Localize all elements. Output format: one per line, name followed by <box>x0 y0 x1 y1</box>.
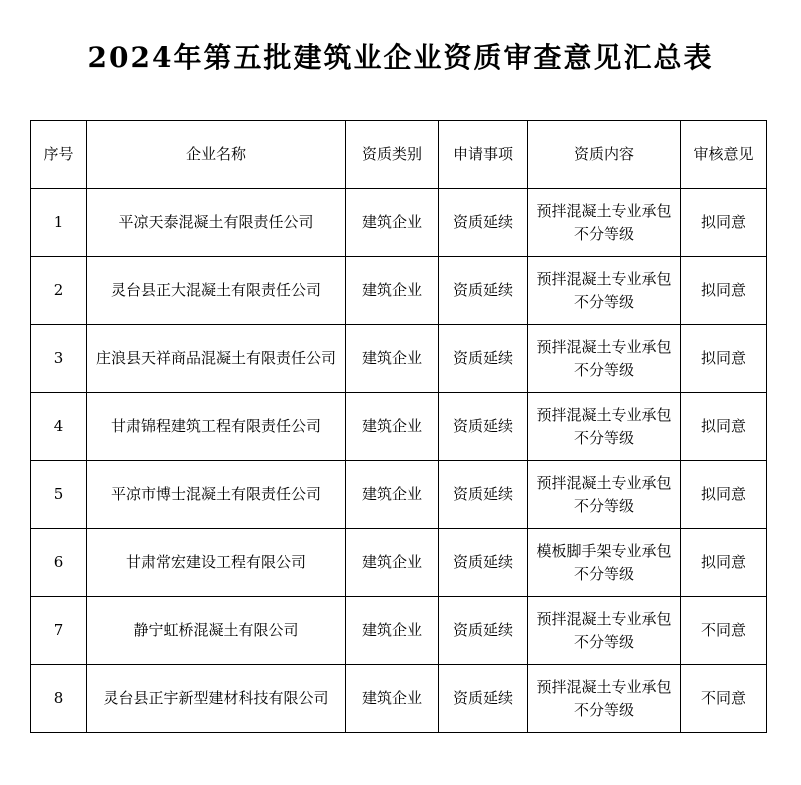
cell-serial-number: 2 <box>31 257 87 325</box>
table-header-row <box>31 121 767 189</box>
cell-serial-number: 7 <box>31 597 87 665</box>
cell-review-opinion: 拟同意 <box>681 461 767 529</box>
table-row <box>31 665 767 733</box>
cell-qualification-content: 预拌混凝土专业承包不分等级 <box>528 325 681 393</box>
table-row <box>31 393 767 461</box>
cell-serial-number: 3 <box>31 325 87 393</box>
cell-qualification-content: 预拌混凝土专业承包不分等级 <box>528 665 681 733</box>
cell-review-opinion: 拟同意 <box>681 257 767 325</box>
header-serial-number: 序号 <box>31 121 87 189</box>
cell-qualification-content: 预拌混凝土专业承包不分等级 <box>528 597 681 665</box>
cell-qualification-category: 建筑企业 <box>346 257 439 325</box>
cell-qualification-category: 建筑企业 <box>346 597 439 665</box>
header-qualification-content: 资质内容 <box>528 121 681 189</box>
cell-company-name: 庄浪县天祥商品混凝土有限责任公司 <box>87 325 346 393</box>
cell-qualification-content: 预拌混凝土专业承包不分等级 <box>528 189 681 257</box>
header-application-item: 申请事项 <box>439 121 528 189</box>
cell-review-opinion: 拟同意 <box>681 529 767 597</box>
cell-review-opinion: 拟同意 <box>681 189 767 257</box>
cell-application-item: 资质延续 <box>439 325 528 393</box>
cell-company-name: 甘肃锦程建筑工程有限责任公司 <box>87 393 346 461</box>
cell-company-name: 甘肃常宏建设工程有限公司 <box>87 529 346 597</box>
cell-review-opinion: 拟同意 <box>681 325 767 393</box>
cell-review-opinion: 拟同意 <box>681 393 767 461</box>
cell-company-name: 平凉天泰混凝土有限责任公司 <box>87 189 346 257</box>
table-row <box>31 461 767 529</box>
cell-qualification-content: 模板脚手架专业承包不分等级 <box>528 529 681 597</box>
table-row <box>31 529 767 597</box>
cell-application-item: 资质延续 <box>439 461 528 529</box>
table-row <box>31 597 767 665</box>
cell-qualification-category: 建筑企业 <box>346 529 439 597</box>
cell-company-name: 灵台县正大混凝土有限责任公司 <box>87 257 346 325</box>
summary-table <box>30 120 767 733</box>
cell-application-item: 资质延续 <box>439 189 528 257</box>
cell-qualification-category: 建筑企业 <box>346 325 439 393</box>
cell-qualification-content: 预拌混凝土专业承包不分等级 <box>528 393 681 461</box>
cell-review-opinion: 不同意 <box>681 665 767 733</box>
table-row <box>31 257 767 325</box>
cell-serial-number: 5 <box>31 461 87 529</box>
cell-qualification-content: 预拌混凝土专业承包不分等级 <box>528 461 681 529</box>
cell-application-item: 资质延续 <box>439 665 528 733</box>
cell-qualification-category: 建筑企业 <box>346 189 439 257</box>
cell-serial-number: 4 <box>31 393 87 461</box>
cell-application-item: 资质延续 <box>439 597 528 665</box>
cell-qualification-category: 建筑企业 <box>346 393 439 461</box>
cell-serial-number: 1 <box>31 189 87 257</box>
cell-qualification-category: 建筑企业 <box>346 461 439 529</box>
cell-application-item: 资质延续 <box>439 529 528 597</box>
header-review-opinion: 审核意见 <box>681 121 767 189</box>
cell-company-name: 平凉市博士混凝土有限责任公司 <box>87 461 346 529</box>
table-row <box>31 189 767 257</box>
cell-application-item: 资质延续 <box>439 393 528 461</box>
cell-serial-number: 6 <box>31 529 87 597</box>
cell-qualification-content: 预拌混凝土专业承包不分等级 <box>528 257 681 325</box>
cell-company-name: 静宁虹桥混凝土有限公司 <box>87 597 346 665</box>
cell-company-name: 灵台县正宇新型建材科技有限公司 <box>87 665 346 733</box>
cell-review-opinion: 不同意 <box>681 597 767 665</box>
page-title: 2024年第五批建筑业企业资质审查意见汇总表 <box>87 41 714 74</box>
header-company-name: 企业名称 <box>87 121 346 189</box>
table-row <box>31 325 767 393</box>
header-qualification-category: 资质类别 <box>346 121 439 189</box>
cell-serial-number: 8 <box>31 665 87 733</box>
cell-qualification-category: 建筑企业 <box>346 665 439 733</box>
cell-application-item: 资质延续 <box>439 257 528 325</box>
